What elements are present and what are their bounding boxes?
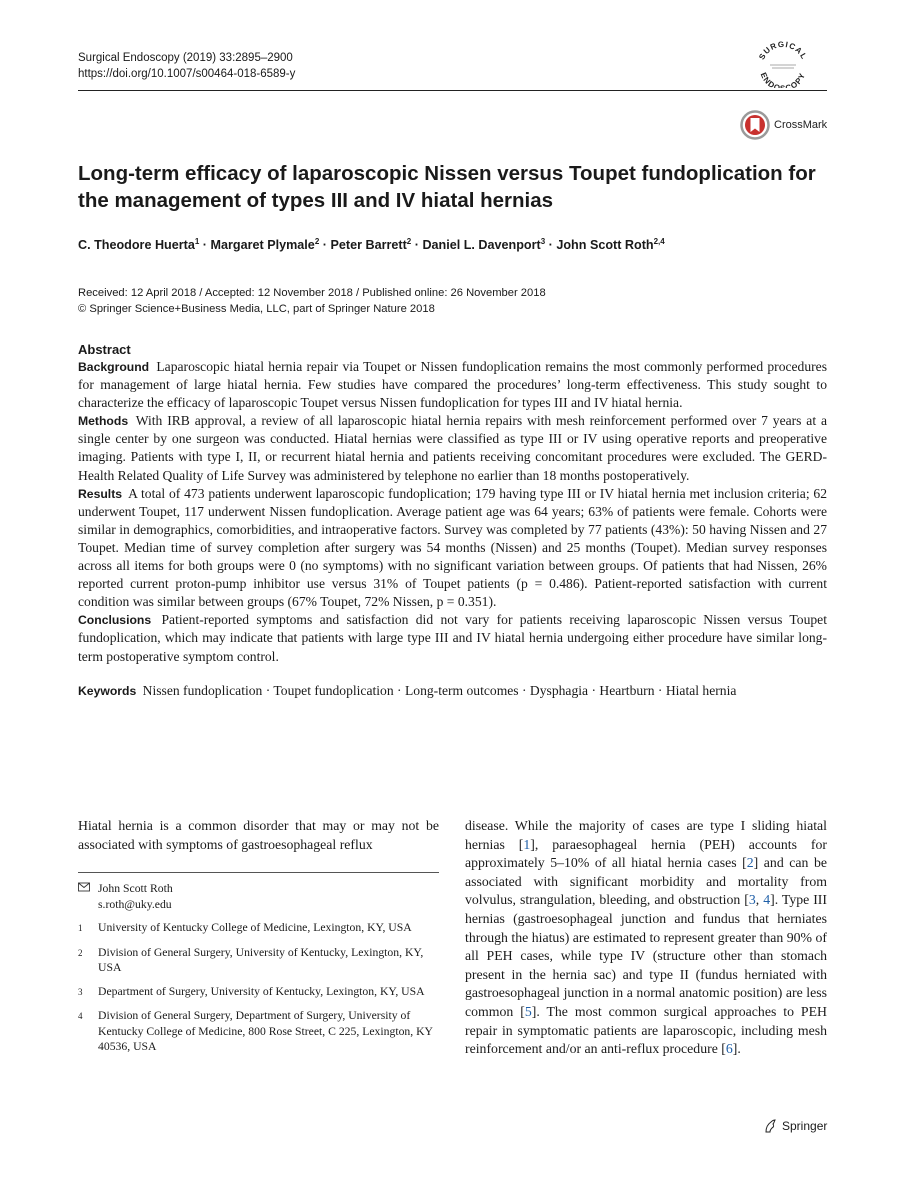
background-text: Laparoscopic hiatal hernia repair via Toupet or Nissen fundoplication remains the most commonly performed procedures for management of large hiatal hernia. Few studies have compared the procedures’ long-term effectiveness. This study sought to characterize the efficacy of laparoscopic Toupet versus Nissen fundoplication for types III and IV hiatal hernia. xyxy=(78,359,828,411)
right-column xyxy=(465,817,827,1059)
author-separator: · xyxy=(319,238,331,253)
author-name[interactable]: Peter Barrett xyxy=(330,238,407,253)
intro-paragraph-start: Hiatal hernia is a common disorder that may or may not be associated with symptoms of gastroesophageal reflux xyxy=(78,818,439,852)
author-name[interactable]: John Scott Roth xyxy=(556,238,654,253)
affiliation-number: 4 xyxy=(78,1011,83,1022)
logo-text-top: SURGICAL xyxy=(757,39,809,62)
affiliation-number: 1 xyxy=(78,923,83,934)
author-separator: · xyxy=(545,238,557,253)
conclusions-text: Patient-reported symptoms and satisfaction did not vary for patients receiving laparoscopic Nissen versus Toupet fundoplication, which may indicate that patients with large type III and IV hiatal hernia undergoing either procedure have similar long-term postoperative symptom control. xyxy=(78,612,827,664)
methods-label: Methods xyxy=(78,414,129,429)
author-affiliation-mark: 2 xyxy=(314,237,320,246)
abstract-heading: Abstract xyxy=(78,342,131,357)
intro-paragraph-continued xyxy=(465,817,827,1059)
corresponding-author-footnote xyxy=(78,881,439,912)
citation-link[interactable]: 6 xyxy=(725,1041,733,1057)
history-dates: Received: 12 April 2018 / Accepted: 12 November 2018 / Published online: 26 November 2018 xyxy=(78,287,546,299)
logo-text-bottom: ENDO COPY xyxy=(758,71,808,88)
springer-horse-icon xyxy=(762,1118,778,1134)
body-text-run: , xyxy=(755,892,764,908)
keywords-text: Nissen fundoplication · Toupet fundoplication · Long-term outcomes · Dysphagia · Heartburn · Hiatal hernia xyxy=(142,682,737,698)
journal-header xyxy=(78,50,295,82)
affiliation-footnote xyxy=(78,984,439,1001)
left-column xyxy=(78,817,439,1063)
author-separator: · xyxy=(199,238,211,253)
author-name[interactable]: C. Theodore Huerta xyxy=(78,238,195,253)
methods-text: With IRB approval, a review of all laparoscopic hiatal hernia repairs with mesh reinforcement performed over 7 years at a single center by one surgeon was conducted. Hiatal hernias were classified as type III or IV using operative reports and preoperative imaging. Patients with type I, II, or recurrent hiatal hernia and patients receiving concomitant procedures were excluded. The GERD-Health Related Quality of Life Survey was administered by telephone no earlier than 18 months postoperatively. xyxy=(78,413,827,483)
abstract-section xyxy=(78,342,827,700)
affiliation-footnote xyxy=(78,945,439,976)
author-affiliation-mark: 3 xyxy=(540,237,546,246)
journal-citation: Surgical Endoscopy (2019) 33:2895–2900 xyxy=(78,52,293,64)
body-text-run: ]. Type III hernias (gastroesophageal junction and fundus that herniates through the hiatus) are estimated to represent greater than 90% of all PEH cases, while type IV (structure other than stomach present in the hernia sac) and type II (fundus herniated with gastroesophageal junction in a normal anatomic position) are less common [ xyxy=(465,892,827,1019)
conclusions-label: Conclusions xyxy=(78,613,152,628)
affiliation-text: Division of General Surgery, Department of Surgery, University of Kentucky College of Medicine, 800 Rose Street, C 225, Lexington, KY 40536, USA xyxy=(98,1009,433,1054)
affiliation-number: 3 xyxy=(78,986,83,997)
affiliation-text: Department of Surgery, University of Kentucky, Lexington, KY, USA xyxy=(98,984,425,998)
footnote-rule xyxy=(78,872,439,873)
keywords-line xyxy=(78,682,827,700)
citation-link[interactable]: 2 xyxy=(746,855,754,871)
crossmark-label: CrossMark xyxy=(774,119,828,131)
body-text-run: ]. The most common surgical approaches to PEH repair in symptomatic patients are laparoscopic, including mesh reinforcement and/or an anti-reflux procedure [ xyxy=(465,1003,827,1057)
author-separator: · xyxy=(411,238,423,253)
doi-link[interactable]: https://doi.org/10.1007/s00464-018-6589-y xyxy=(78,68,296,80)
affiliation-number: 2 xyxy=(78,947,83,958)
article-history xyxy=(78,286,546,317)
citation-link[interactable]: 1 xyxy=(523,836,531,852)
author-affiliation-mark: 1 xyxy=(194,237,200,246)
svg-text:ENDOSCOPY xyxy=(759,71,808,88)
abstract-methods xyxy=(78,412,827,484)
svg-text:SURGICAL xyxy=(757,40,809,61)
background-label: Background xyxy=(78,360,150,374)
publisher-logo xyxy=(762,1118,827,1134)
body-text-run: ]. xyxy=(732,1041,741,1057)
body-text-run: ], paraesophageal hernia (PEH) accounts for approximately 5–10% of all hiatal hernia cases [ xyxy=(465,836,827,871)
affiliation-footnote xyxy=(78,920,439,937)
citation-link[interactable]: 4 xyxy=(763,892,771,908)
abstract-results xyxy=(78,485,827,612)
citation-link[interactable]: 5 xyxy=(524,1003,532,1019)
author-name[interactable]: Daniel L. Davenport xyxy=(422,238,541,253)
crossmark-badge[interactable] xyxy=(740,109,827,141)
corresponding-author-email[interactable]: s.roth@uky.edu xyxy=(98,897,172,911)
author-name[interactable]: Margaret Plymale xyxy=(210,238,315,253)
author-affiliation-mark: 2,4 xyxy=(653,237,665,246)
publisher-name: Springer xyxy=(782,1119,828,1133)
abstract-background xyxy=(78,358,827,412)
crossmark-icon xyxy=(740,110,770,140)
results-text: A total of 473 patients underwent laparoscopic fundoplication; 179 having type III or IV hiatal hernia met inclusion criteria; 62 underwent Toupet, 117 underwent Nissen fundoplication. Average patient age was 64 years; 63% of patients were female. Cohorts were similar in demographics, comorbidities, and intraoperative factors. Survey was completed by 77 patients (43%): 50 having Nissen and 27 Toupet. Median time of survey completion after surgery was 54 months (Nissen) and 25 months (Toupet). Median survey responses across all items for both groups were 0 (no symptoms) with no significant variation between groups. Of patients that had Nissen, 26% reported current proton-pump inhibitor use versus 31% of Toupet patients (p = 0.486). Patient-reported satisfaction with current condition was similar between groups (67% Toupet, 72% Nissen, p = 0.351). xyxy=(78,485,828,610)
envelope-icon xyxy=(78,881,98,912)
affiliation-footnote xyxy=(78,1008,439,1055)
citation-link[interactable]: 3 xyxy=(748,892,756,908)
affiliation-text: University of Kentucky College of Medicine, Lexington, KY, USA xyxy=(98,921,412,935)
abstract-conclusions xyxy=(78,611,827,665)
body-text-run: ] and can be associated with significant morbidity and mortality from volvulus, strangulation, bleeding, and obstruction [ xyxy=(465,855,827,908)
copyright-line: © Springer Science+Business Media, LLC, part of Springer Nature 2018 xyxy=(78,302,435,315)
article-title: Long-term efficacy of laparoscopic Nissen versus Toupet fundoplication for the management of types III and IV hiatal hernias xyxy=(78,162,816,212)
body-text-run: disease. While the majority of cases are type I sliding hiatal hernias [ xyxy=(465,818,827,852)
affiliation-text: Division of General Surgery, University of Kentucky, Lexington, KY, USA xyxy=(98,945,424,975)
corresponding-author-name: John Scott Roth xyxy=(98,882,173,896)
journal-logo xyxy=(748,38,818,88)
keywords-label: Keywords xyxy=(78,683,137,698)
author-list xyxy=(78,237,665,252)
author-affiliation-mark: 2 xyxy=(406,237,412,246)
results-label: Results xyxy=(78,486,123,501)
header-rule xyxy=(78,90,827,91)
